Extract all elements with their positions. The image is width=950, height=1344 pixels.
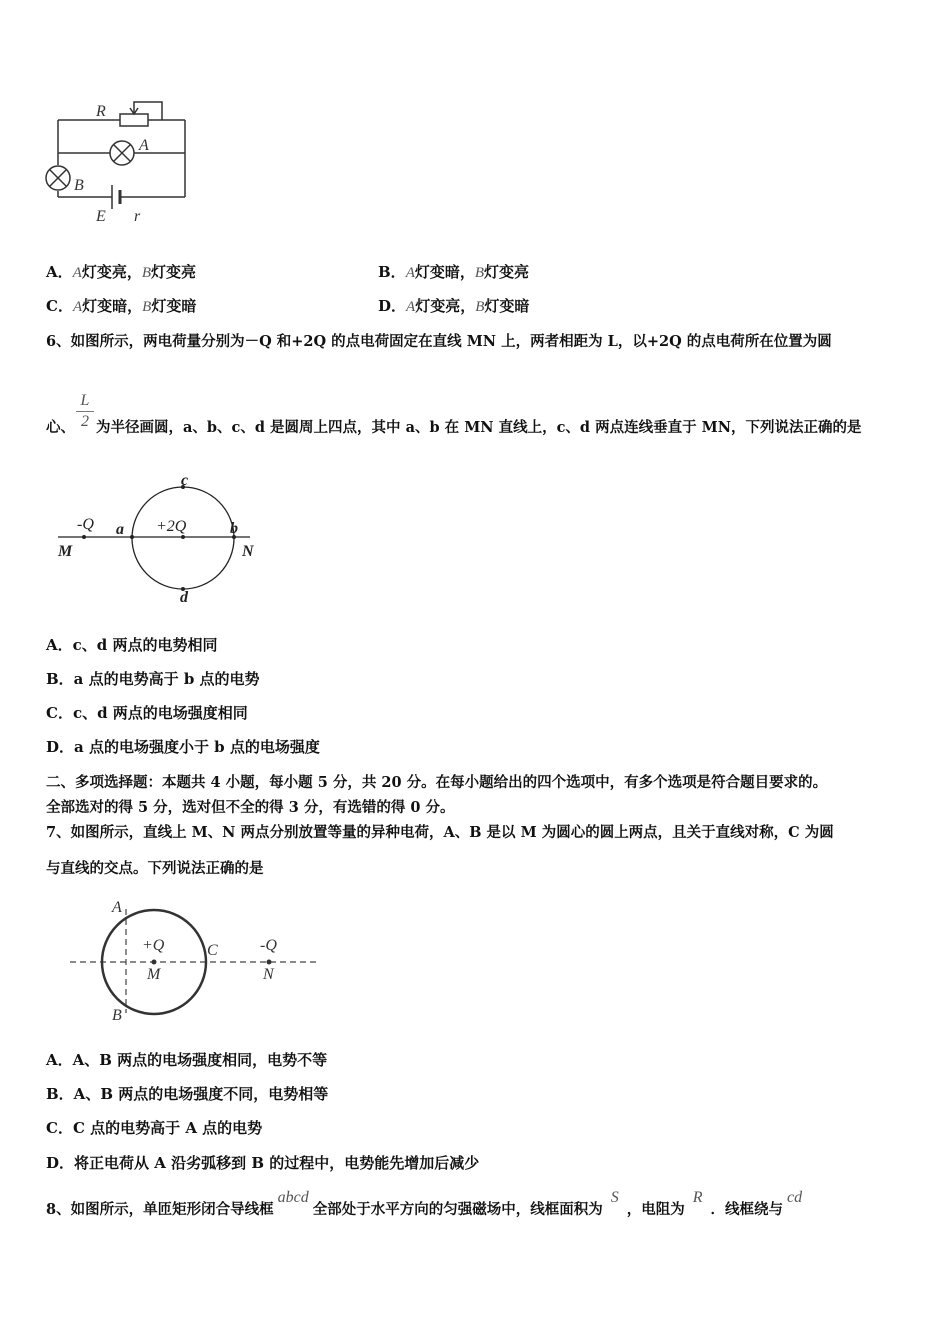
label-r: r <box>134 208 141 225</box>
q6-stem-line2: 为半径画圆，a、b、c、d 是圆周上四点，其中 a、b 在 MN 直线上，c、d 两点连线垂直于 MN，下列说法正确的是 <box>96 419 862 436</box>
section2-heading-line2: 全部选对的得 5 分，选对但不全的得 3 分，有选错的得 0 分。 <box>46 799 455 816</box>
label-b: b <box>230 520 238 537</box>
label-a: a <box>116 521 124 538</box>
q6-fraction-denominator: 2 <box>81 413 89 430</box>
q6-option-a[interactable]: A．c、d 两点的电势相同 <box>46 636 218 654</box>
q6-option-d[interactable]: D．a 点的电场强度小于 b 点的电场强度 <box>46 738 320 756</box>
q8-var-s: S <box>610 1189 619 1206</box>
section2-heading-line1: 二、多项选择题：本题共 4 小题，每小题 5 分，共 20 分。在每小题给出的四个选项中，有多个选项是符合题目要求的。 <box>46 774 828 791</box>
q8-var-r: R <box>692 1189 703 1206</box>
label-E: E <box>96 208 106 225</box>
label-neg-q: -Q <box>77 516 94 533</box>
q6-stem-line2-pre: 心、 <box>46 419 75 436</box>
q5-option-a[interactable]: A．A灯变亮，B灯变亮 <box>46 263 197 281</box>
label-B: B <box>74 177 84 194</box>
q8-var-abcd: abcd <box>277 1189 309 1206</box>
label-pos-2q: +2Q <box>156 518 187 535</box>
q5-option-c[interactable]: C．A灯变暗，B灯变暗 <box>46 297 197 315</box>
label-A: A <box>112 899 122 916</box>
label-A: A <box>139 137 149 154</box>
label-d: d <box>180 589 188 606</box>
q5-option-b[interactable]: B．A灯变暗，B灯变亮 <box>378 263 530 281</box>
q6-fraction <box>76 392 94 431</box>
q6-charge-circle-diagram <box>50 472 265 607</box>
q5-circuit-diagram <box>40 95 200 230</box>
q6-option-b[interactable]: B．a 点的电势高于 b 点的电势 <box>46 670 260 688</box>
label-C: C <box>207 942 218 959</box>
label-B: B <box>112 1007 122 1024</box>
q7-charge-circle-diagram <box>66 895 326 1025</box>
q7-option-b[interactable]: B．A、B 两点的电场强度不同，电势相等 <box>46 1085 329 1103</box>
q7-option-a[interactable]: A．A、B 两点的电场强度相同，电势不等 <box>46 1051 328 1069</box>
label-R: R <box>96 103 106 120</box>
label-m: M <box>58 543 73 560</box>
label-pos-q: +Q <box>142 937 165 954</box>
label-c: c <box>181 472 189 489</box>
q8-stem-line1: 8、如图所示，单匝矩形闭合导线框abcd全部处于水平方向的匀强磁场中，线框面积为S，电阻为R．线框绕与cd <box>46 1189 803 1218</box>
q7-stem-line2: 与直线的交点。下列说法正确的是 <box>46 860 264 877</box>
q8-var-cd: cd <box>786 1189 803 1206</box>
q7-option-d[interactable]: D．将正电荷从 A 沿劣弧移到 B 的过程中，电势能先增加后减少 <box>46 1154 480 1172</box>
q6-fraction-numerator: L <box>80 392 90 409</box>
label-n: N <box>242 543 254 560</box>
q7-stem-line1: 7、如图所示，直线上 M、N 两点分别放置等量的异种电荷，A、B 是以 M 为圆心的圆上两点，且关于直线对称，C 为圆 <box>46 824 834 841</box>
q7-option-c[interactable]: C．C 点的电势高于 A 点的电势 <box>46 1119 263 1137</box>
label-N: N <box>263 966 274 983</box>
q6-stem-line1: 6、如图所示，两电荷量分别为－Q 和+2Q 的点电荷固定在直线 MN 上，两者相距为 L，以+2Q 的点电荷所在位置为圆 <box>46 333 832 350</box>
q5-option-d[interactable]: D．A灯变亮，B灯变暗 <box>378 297 530 315</box>
label-neg-q: -Q <box>260 937 277 954</box>
q6-option-c[interactable]: C．c、d 两点的电场强度相同 <box>46 704 248 722</box>
label-M: M <box>147 966 161 983</box>
